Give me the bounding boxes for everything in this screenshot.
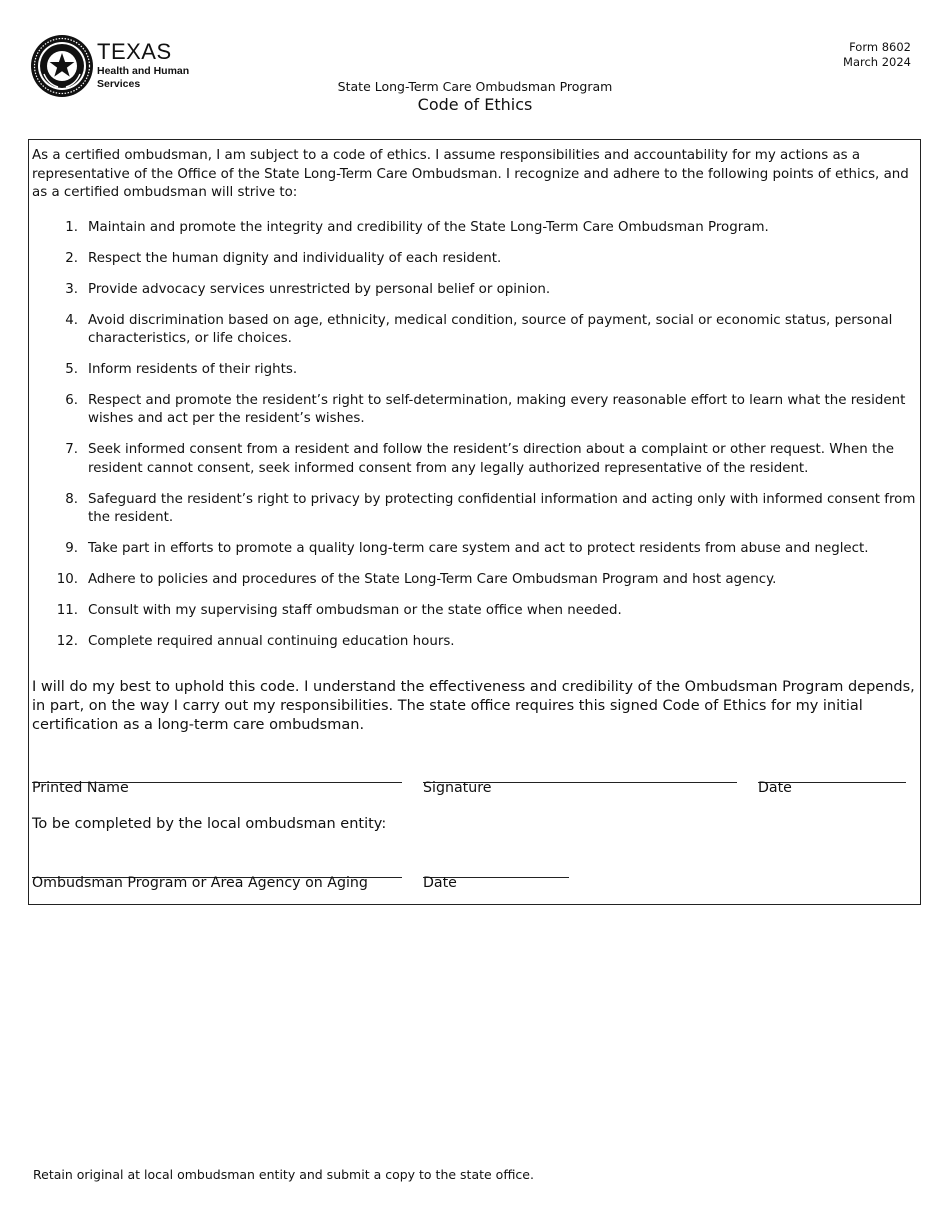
list-item [29,540,922,559]
list-item [29,441,922,478]
list-item [29,219,922,238]
printed-name-label: Printed Name [32,780,129,796]
logo-subtitle-line2: Services [97,78,141,90]
closing-paragraph: I will do my best to uphold this code. I understand the effectiveness and credibility of the Ombudsman Program depends, in part, on the way I carry out my responsibilities. The state office requires this signed Code of Ethics for my initial certification as a long-term care ombudsman. [32,679,915,733]
list-item [29,633,922,652]
form-date: March 2024 [843,55,911,69]
item-text: Respect the human dignity and individuality of each resident. [88,250,502,266]
item-number: 12. [56,633,78,649]
footer-note: Retain original at local ombudsman entity and submit a copy to the state office. [33,1167,534,1182]
local-entity-note: To be completed by the local ombudsman entity: [32,816,387,832]
item-number: 7. [65,442,78,458]
local-date-label: Date [423,875,457,891]
item-number: 6. [65,392,78,408]
program-name: State Long-Term Care Ombudsman Program [337,79,613,94]
list-item [29,281,922,300]
item-number: 4. [65,312,78,328]
item-number: 11. [56,602,78,618]
ethics-form-box [28,139,921,905]
ombudsman-program-label: Ombudsman Program or Area Agency on Aging [32,875,368,891]
item-text: Maintain and promote the integrity and credibility of the State Long-Term Care Ombudsman Program. [88,220,769,235]
item-text: Complete required annual continuing education hours. [88,633,455,649]
item-number: 2. [65,250,78,266]
form-number: Form 8602 [849,40,911,54]
list-item [29,312,922,349]
item-text: Seek informed consent from a resident and follow the resident’s direction about a complaint or other request. When the resident cannot consent, seek informed consent from any legally authorized representative of the resident. [88,442,894,476]
item-number: 10. [56,572,78,588]
signature-label: Signature [423,780,492,796]
ethics-list [29,219,922,664]
item-number: 5. [65,362,78,378]
intro-paragraph: As a certified ombudsman, I am subject to a code of ethics. I assume responsibilities and accountability for my actions as a representative of the Office of the State Long-Term Care Ombudsman. I recognize and adhere to the following points of ethics, and as a certified ombudsman will strive to: [32,148,909,200]
list-item [29,361,922,380]
list-item [29,250,922,269]
date-label: Date [758,780,792,796]
item-text: Respect and promote the resident’s right to self-determination, making every reasonable effort to learn what the resident wishes and act per the resident’s wishes. [88,392,906,427]
item-text: Avoid discrimination based on age, ethnicity, medical condition, source of payment, social or economic status, personal characteristics, or life choices. [88,312,893,347]
item-text: Safeguard the resident’s right to privacy by protecting confidential information and acting only with informed consent from the resident. [88,491,916,526]
logo-subtitle-line1: Health and Human [97,65,190,77]
item-text: Inform residents of their rights. [88,362,298,378]
item-number: 9. [65,541,78,557]
page-title: Code of Ethics [417,95,533,114]
form-identifier [843,40,911,70]
item-text: Provide advocacy services unrestricted by personal belief or opinion. [88,281,551,297]
item-number: 3. [65,281,78,297]
item-number: 1. [65,220,78,235]
item-text: Take part in efforts to promote a quality long-term care system and act to protect residents from abuse and neglect. [88,541,869,557]
item-text: Adhere to policies and procedures of the State Long-Term Care Ombudsman Program and host agency. [88,572,777,588]
list-item [29,491,922,528]
list-item [29,602,922,621]
item-number: 8. [65,491,78,507]
logo-title: TEXAS [97,39,172,64]
list-item [29,392,922,429]
item-text: Consult with my supervising staff ombudsman or the state office when needed. [88,602,622,618]
list-item [29,571,922,590]
